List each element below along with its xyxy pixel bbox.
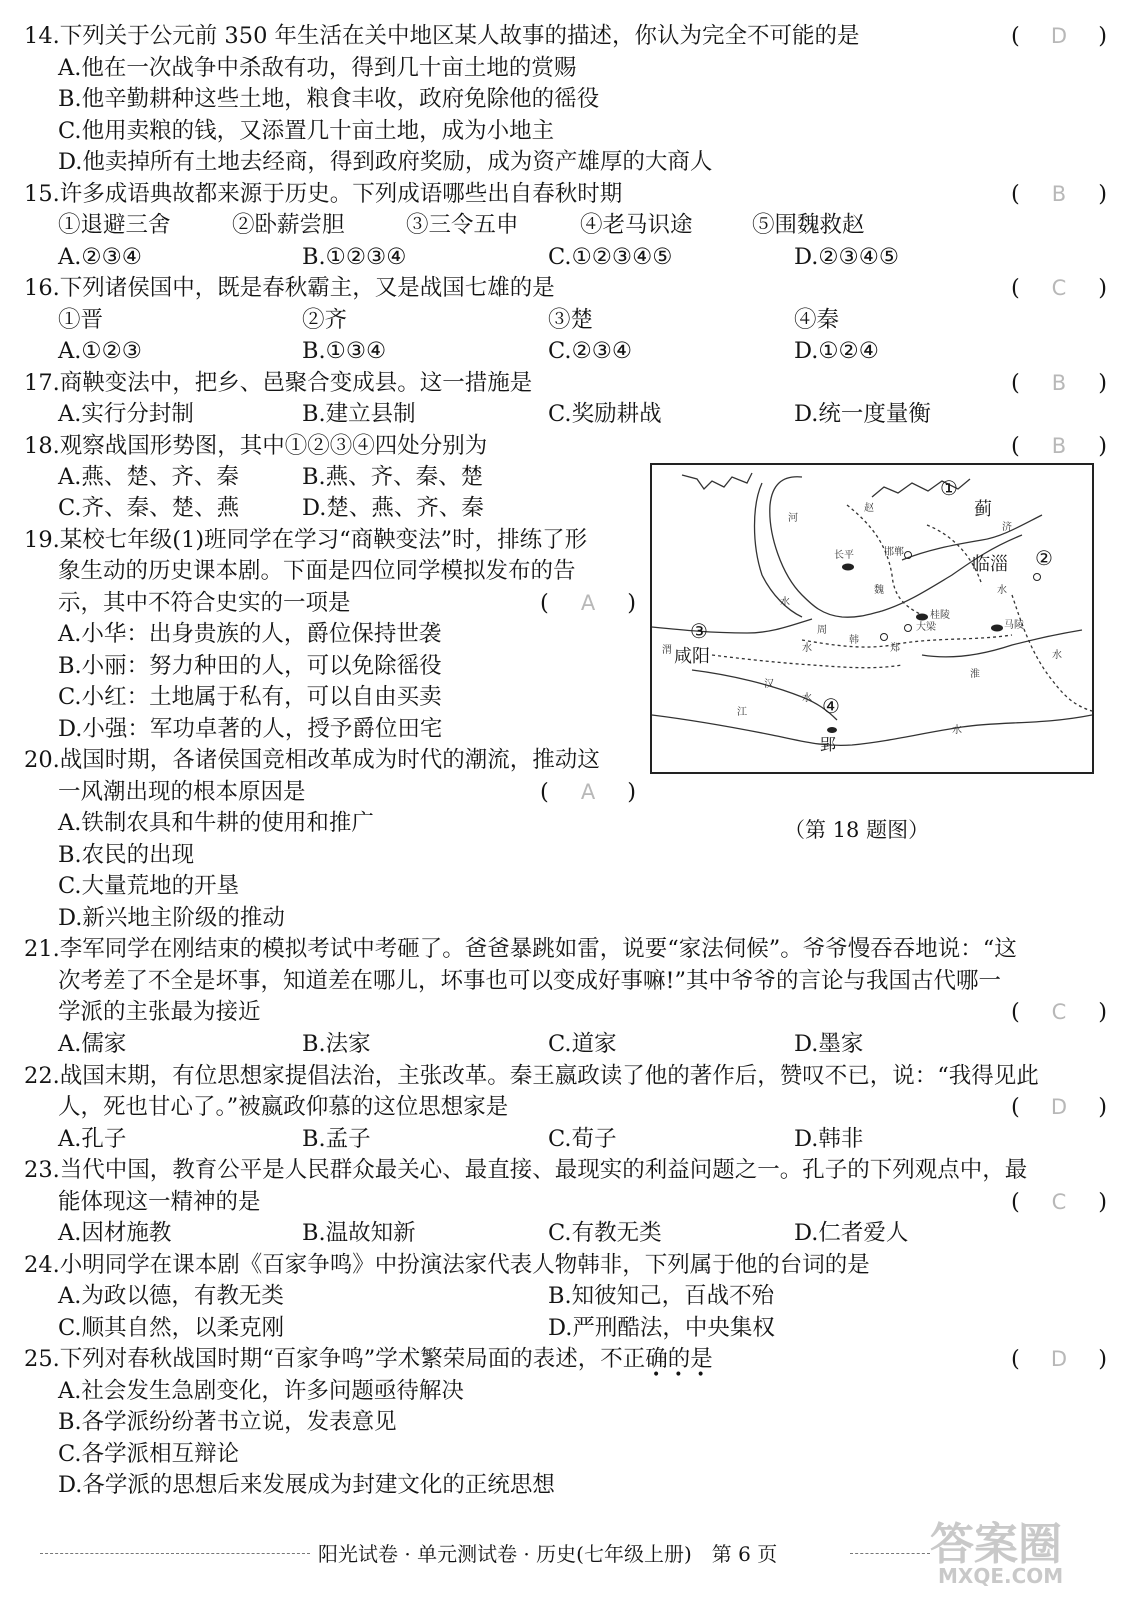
- map-label-shui-6: 水: [952, 725, 962, 736]
- map-river-han: [692, 670, 837, 720]
- q18-options-row1: [0, 461, 640, 493]
- footer-text: 阳光试卷 · 单元测试卷 · 历史(七年级上册) 第 6 页: [318, 1542, 778, 1566]
- q20-stem-2: 一风潮出现的根本原因是: [58, 779, 306, 805]
- map-capital-ying: [827, 727, 837, 733]
- map-label-wei-river: 渭: [662, 645, 672, 656]
- q25-option-a: A.社会发生急剧变化，许多问题亟待解决: [58, 1378, 464, 1404]
- q17-option-d: D.统一度量衡: [794, 401, 931, 427]
- q15-answer-box: ( B ): [1011, 178, 1107, 210]
- q21-option-a: A.儒家: [58, 1031, 127, 1057]
- map-label-maling: 马陵: [1004, 620, 1024, 631]
- warring-states-map: [650, 463, 1094, 774]
- watermark-logo: 答案圈: [930, 1519, 1062, 1570]
- map-river-he-west: [755, 483, 803, 617]
- q22-option-c: C.荀子: [548, 1126, 617, 1152]
- q14-option-b: B.他辛勤耕种这些土地，粮食丰收，政府免除他的徭役: [58, 86, 600, 112]
- map-num-4: ④: [822, 694, 840, 718]
- q22-option-a: A.孔子: [58, 1126, 127, 1152]
- q19-stem-2: 象生动的历史课本剧。下面是四位同学模拟发布的告: [58, 558, 576, 584]
- q19-stem-3: 示，其中不符合史实的一项是: [58, 590, 351, 616]
- footer-rule-right: [850, 1553, 930, 1554]
- q19-answer: A: [580, 591, 596, 615]
- map-label-changping: 长平: [834, 550, 854, 561]
- q19-option-d: D.小强：军功卓著的人，授予爵位田宅: [58, 716, 443, 742]
- q15-answer: B: [1051, 182, 1067, 206]
- q18-option-d: D.楚、燕、齐、秦: [302, 495, 484, 521]
- q15-option-d: D.②③④⑤: [794, 244, 900, 270]
- map-label-zheng: 郑: [890, 643, 900, 654]
- q19-option-b: B.小丽：努力种田的人，可以免除徭役: [58, 653, 442, 679]
- map-label-handan: 邯郸: [884, 547, 904, 558]
- q17-option-b: B.建立县制: [302, 401, 416, 427]
- q15-option-c: C.①②③④⑤: [548, 244, 673, 270]
- q22-answer-box: ( D ): [1011, 1091, 1107, 1123]
- q16-item-4: ④秦: [794, 307, 840, 333]
- q16-stem: 16.下列诸侯国中，既是春秋霸主，又是战国七雄的是: [24, 275, 555, 301]
- map-label-huai: 淮: [970, 669, 980, 680]
- watermark-url: MXQE.COM: [938, 1564, 1064, 1588]
- q19-stem-1: 19.某校七年级(1)班同学在学习“商鞅变法”时，排练了形: [24, 527, 588, 553]
- q21-options: [0, 1028, 1141, 1060]
- q22-option-d: D.韩非: [794, 1126, 864, 1152]
- map-label-ji: 蓟: [974, 499, 992, 520]
- map-num-3: ③: [690, 619, 708, 643]
- map-capital-daliang: [905, 625, 912, 632]
- q16-item-1: ①晋: [58, 307, 104, 333]
- q16-option-b: B.①③④: [302, 338, 387, 364]
- q22-stem-1: 22.战国末期，有位思想家提倡法治，主张改革。秦王嬴政读了他的著作后，赞叹不已，说：“我得见此: [24, 1063, 1039, 1089]
- map-capital-linzi: [1034, 574, 1041, 581]
- q22-answer: D: [1050, 1095, 1068, 1119]
- map-label-shui-3: 水: [802, 693, 812, 704]
- map-num-1: ①: [940, 476, 958, 500]
- q21-answer: C: [1051, 1000, 1067, 1024]
- q14-answer: D: [1050, 24, 1068, 48]
- map-border-4: [712, 655, 902, 668]
- q15-option-a: A.②③④: [58, 244, 142, 270]
- q20-stem-1: 20.战国时期，各诸侯国竞相改革成为时代的潮流，推动这: [24, 747, 600, 773]
- q22-options: [0, 1123, 1141, 1155]
- q17-answer-box: ( B ): [1011, 367, 1107, 399]
- q16-option-a: A.①②③: [58, 338, 142, 364]
- map-label-daliang: 大梁: [916, 622, 936, 633]
- map-label-shui-5: 水: [1052, 650, 1062, 661]
- q15-item-3: ③三令五申: [406, 212, 519, 238]
- q18-stem: 18.观察战国形势图，其中①②③④四处分别为: [24, 433, 488, 459]
- q22-stem-2: 人，死也甘心了。”被嬴政仰慕的这位思想家是: [58, 1094, 509, 1120]
- q18-answer: B: [1051, 434, 1067, 458]
- q17-answer: B: [1051, 371, 1067, 395]
- q15-item-2: ②卧薪尝胆: [232, 212, 345, 238]
- q16-items: [0, 304, 1141, 336]
- q23-answer: C: [1051, 1190, 1067, 1214]
- q18-answer-box: ( B ): [1011, 430, 1107, 462]
- q15-item-4: ④老马识途: [580, 212, 693, 238]
- q19-option-a: A.小华：出身贵族的人，爵位保持世袭: [58, 621, 442, 647]
- q24-options-row1: [0, 1280, 1141, 1312]
- q14-stem: 14.下列关于公元前 350 年生活在关中地区某人故事的描述，你认为完全不可能的是: [24, 23, 860, 49]
- q24-options-row2: [0, 1312, 1141, 1344]
- map-label-ji-river: 济: [1002, 522, 1012, 533]
- q23-stem-2: 能体现这一精神的是: [58, 1189, 261, 1215]
- map-capital-zheng: [881, 634, 888, 641]
- q15-stem: 15.许多成语典故都来源于历史。下列成语哪些出自春秋时期: [24, 181, 623, 207]
- q14-option-a: A.他在一次战争中杀敌有功，得到几十亩土地的赏赐: [58, 55, 577, 81]
- q18-figure-caption: （第 18 题图）: [784, 818, 930, 842]
- q23-option-c: C.有教无类: [548, 1220, 662, 1246]
- q21-answer-box: ( C ): [1011, 996, 1107, 1028]
- map-river-jiang: [652, 715, 1092, 745]
- q16-answer: C: [1051, 276, 1067, 300]
- map-num-2: ②: [1035, 546, 1053, 570]
- q21-stem-1: 21.李军同学在刚结束的模拟考试中考砸了。爸爸暴跳如雷，说要“家法伺候”。爷爷慢吞吞地说：“这: [24, 936, 1017, 962]
- q23-stem-1: 23.当代中国，教育公平是人民群众最关心、最直接、最现实的利益问题之一。孔子的下列观点中，最: [24, 1157, 1028, 1183]
- q21-option-b: B.法家: [302, 1031, 371, 1057]
- q20-option-d: D.新兴地主阶级的推动: [58, 905, 285, 931]
- q17-option-c: C.奖励耕战: [548, 401, 662, 427]
- q24-option-b: B.知彼知己，百战不殆: [548, 1283, 775, 1309]
- q16-option-c: C.②③④: [548, 338, 633, 364]
- map-svg: [652, 465, 1092, 772]
- q24-option-c: C.顺其自然，以柔克刚: [58, 1315, 285, 1341]
- q20-option-c: C.大量荒地的开垦: [58, 873, 240, 899]
- q22-option-b: B.孟子: [302, 1126, 371, 1152]
- q17-option-a: A.实行分封制: [58, 401, 194, 427]
- map-river-wei: [652, 619, 812, 633]
- map-label-zhao: 赵: [864, 503, 874, 514]
- q16-answer-box: ( C ): [1011, 272, 1107, 304]
- q25-option-d: D.各学派的思想后来发展成为封建文化的正统思想: [58, 1472, 555, 1498]
- q23-option-d: D.仁者爱人: [794, 1220, 909, 1246]
- footer-rule-left: [40, 1553, 310, 1554]
- q14-option-d: D.他卖掉所有土地去经商，得到政府奖励，成为资产雄厚的大商人: [58, 149, 713, 175]
- q23-option-a: A.因材施教: [58, 1220, 172, 1246]
- q15-item-1: ①退避三舍: [58, 212, 171, 238]
- q24-option-a: A.为政以德，有教无类: [58, 1283, 284, 1309]
- q20-answer: A: [580, 780, 596, 804]
- map-battle-maling: [991, 625, 1003, 632]
- q23-answer-box: ( C ): [1011, 1186, 1107, 1218]
- q16-item-2: ②齐: [302, 307, 348, 333]
- q25-emphasis-dots: •••: [652, 1367, 719, 1383]
- q18-option-b: B.燕、齐、秦、楚: [302, 464, 484, 490]
- map-label-shui-1: 水: [780, 597, 790, 608]
- q15-option-b: B.①②③④: [302, 244, 407, 270]
- q17-stem: 17.商鞅变法中，把乡、邑聚合变成县。这一措施是: [24, 370, 533, 396]
- map-label-linzi: 临淄: [972, 554, 1008, 575]
- map-label-ying: 郢: [820, 735, 837, 754]
- q14-answer-box: ( D ): [1011, 20, 1107, 52]
- q16-options: [0, 335, 1141, 367]
- q24-option-d: D.严刑酷法，中央集权: [548, 1315, 775, 1341]
- q25-answer: D: [1050, 1347, 1068, 1371]
- map-battle-changping: [842, 564, 854, 571]
- q16-item-3: ③楚: [548, 307, 594, 333]
- map-label-zhou: 周: [817, 625, 827, 636]
- q23-option-b: B.温故知新: [302, 1220, 416, 1246]
- map-border-2: [802, 635, 1012, 647]
- q15-options: [0, 241, 1141, 273]
- q23-options: [0, 1217, 1141, 1249]
- q15-items: [0, 209, 1141, 241]
- q19-option-c: C.小红：土地属于私有，可以自由买卖: [58, 684, 442, 710]
- q20-answer-box: ( A ): [540, 776, 636, 808]
- q18-option-a: A.燕、楚、齐、秦: [58, 464, 239, 490]
- map-label-han: 韩: [849, 635, 859, 646]
- map-label-shui-2: 水: [802, 643, 812, 654]
- q15-item-5: ⑤围魏救赵: [752, 212, 865, 238]
- q16-option-d: D.①②④: [794, 338, 879, 364]
- q17-options: [0, 398, 1141, 430]
- q25-answer-box: ( D ): [1011, 1343, 1107, 1375]
- q20-option-a: A.铁制农具和牛耕的使用和推广: [58, 810, 374, 836]
- map-label-he: 河: [788, 513, 798, 524]
- q25-option-c: C.各学派相互辩论: [58, 1441, 240, 1467]
- q19-answer-box: ( A ): [540, 587, 636, 619]
- q21-option-c: C.道家: [548, 1031, 617, 1057]
- q24-stem: 24.小明同学在课本剧《百家争鸣》中扮演法家代表人物韩非，下列属于他的台词的是: [24, 1252, 870, 1278]
- q21-stem-3: 学派的主张最为接近: [58, 999, 261, 1025]
- q14-option-c: C.他用卖粮的钱，又添置几十亩土地，成为小地主: [58, 118, 555, 144]
- map-label-jiang: 江: [737, 707, 747, 718]
- map-label-shui-4: 水: [997, 585, 1007, 596]
- map-label-guiling: 桂陵: [930, 610, 950, 621]
- q18-options-row2: [0, 492, 640, 524]
- map-wall-west: [682, 473, 752, 489]
- q18-option-c: C.齐、秦、楚、燕: [58, 495, 240, 521]
- watermark: [930, 1508, 1130, 1592]
- map-battle-guiling: [916, 614, 928, 621]
- q25-stem: 25.下列对春秋战国时期“百家争鸣”学术繁荣局面的表述，不正确的是: [24, 1346, 713, 1372]
- map-label-han-river: 汉: [764, 679, 774, 690]
- map-label-wei: 魏: [874, 585, 884, 596]
- q25-option-b: B.各学派纷纷著书立说，发表意见: [58, 1409, 397, 1435]
- q21-stem-2: 次考差了不全是坏事，知道差在哪儿，坏事也可以变成好事嘛!”其中爷爷的言论与我国古代哪一: [58, 968, 1002, 994]
- map-label-xianyang: 咸阳: [674, 646, 710, 667]
- q21-option-d: D.墨家: [794, 1031, 864, 1057]
- q20-option-b: B.农民的出现: [58, 842, 195, 868]
